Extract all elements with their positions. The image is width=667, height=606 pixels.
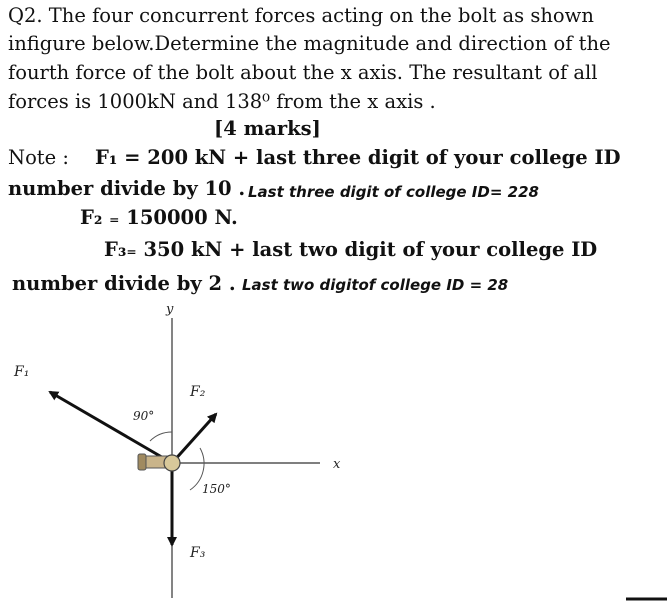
question-line-3: fourth force of the bolt about the x axis. The resultant of all bbox=[8, 61, 598, 84]
note-label: Note : bbox=[8, 146, 69, 169]
question-line-1: Q2. The four concurrent forces acting on the bolt as shown bbox=[8, 4, 594, 27]
y-axis-label: y bbox=[166, 302, 174, 317]
x-axis-label: x bbox=[333, 457, 341, 472]
angle-150-label: 150° bbox=[202, 482, 231, 496]
force-f2-label: F₂ bbox=[190, 384, 206, 400]
marks-label: [4 marks] bbox=[214, 117, 321, 140]
note-f3-continuation: number divide by 2 . bbox=[12, 272, 236, 295]
handwritten-note-f1: Last three digit of college ID= 228 bbox=[248, 183, 539, 201]
note-f1-continuation: number divide by 10 . bbox=[8, 177, 246, 200]
question-line-4: forces is 1000kN and 138⁰ from the x axis . bbox=[8, 90, 436, 113]
note-f2-text: F₂ ₌ 150000 N. bbox=[80, 206, 238, 229]
note-f3-text: F₃₌ 350 kN + last two digit of your college ID bbox=[104, 238, 598, 261]
angle-90-arc bbox=[150, 432, 172, 441]
force-f1-label: F₁ bbox=[14, 364, 30, 380]
force-f1-arrow bbox=[50, 392, 172, 463]
force-f3-label: F₃ bbox=[190, 545, 206, 561]
note-f1-text: F₁ = 200 kN + last three digit of your college ID bbox=[95, 146, 621, 169]
angle-90-label: 90° bbox=[133, 409, 155, 423]
handwritten-note-f3: Last two digitof college ID = 28 bbox=[242, 276, 509, 294]
force-f2-arrow bbox=[172, 414, 216, 463]
question-line-2: infigure below.Determine the magnitude and direction of the bbox=[8, 32, 611, 55]
bolt bbox=[138, 454, 180, 471]
